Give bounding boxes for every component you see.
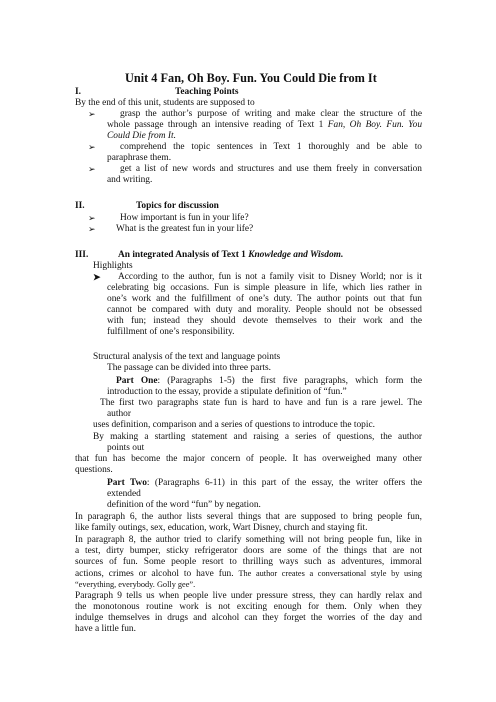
part-two-line-3: definition of the word “fun” by negation. (107, 500, 261, 510)
divided-text: The passage can be divided into three parts. (107, 363, 272, 373)
highlight-line: celebrating big occasions. Fun is simple pleasure in life, which lies rather in (107, 283, 422, 293)
overweighed-line-1: that fun has become the major concern of people. It has overweighed many other (75, 454, 422, 464)
part-two-label: Part Two (107, 478, 147, 488)
paragraph-6-line-1: In paragraph 6, the author lists several things that are supposed to bring people fun, (75, 512, 422, 522)
text-title-ref: Fan, Oh Boy. Fun. You (327, 120, 423, 130)
paragraph-6-line-2: like family outings, sex, education, work, Wart Disney, church and staying fit. (75, 523, 368, 533)
highlight-line: one’s work and the fulfillment of one’s duty. The author points out that fun (107, 294, 422, 304)
highlight-line: According to the author, fun is not a family visit to Disney World; nor is it (118, 272, 422, 282)
section-3-number: III. (75, 250, 89, 260)
bullet-arrow-icon: ➢ (88, 164, 96, 174)
startling-line-1: By making a startling statement and raising a series of questions, the author (93, 432, 422, 442)
topic-2: What is the greatest fun in your life? (116, 224, 254, 234)
paragraph-9-line-3: indulge themselves in drugs and alcohol can they forget the worries of the day and (75, 613, 422, 623)
paragraph-8-line-1: In paragraph 8, the author tried to clarify something will not bring people fun, like in (75, 535, 422, 545)
part-one-label: Part One (116, 376, 158, 386)
section-1-number: I. (75, 87, 81, 97)
bullet-3-line-1: get a list of new words and structures and use them freely in conversation (120, 164, 422, 174)
bullet-1-line-1: grasp the author’s purpose of writing and make clear the structure of the (120, 109, 422, 119)
section-1-intro: By the end of this unit, students are supposed to (75, 98, 255, 108)
section-3-heading-title: Knowledge and Wisdom. (248, 250, 344, 260)
bullet-arrow-icon: ➢ (88, 213, 96, 223)
section-1-heading: Teaching Points (175, 87, 239, 97)
part-one-text: : (Paragraphs 1-5) the first five paragraphs, which form the (157, 376, 422, 386)
startling-line-2: points out (107, 443, 145, 453)
bullet-2-line-2: paraphrase them. (107, 153, 172, 163)
highlight-line: with fun; instead they should devote themselves to their work and the (107, 316, 422, 326)
section-3-heading (118, 250, 343, 261)
paragraph-8-line-3: sources of fun. Some people resort to thrilling ways such as adventures, immoral (75, 557, 422, 567)
part-one-line-1 (116, 376, 422, 387)
highlight-line: cannot be compared with duty and morality. People should not be obsessed (107, 305, 422, 315)
first-two-line-2: author (107, 409, 131, 419)
first-two-line-1: The first two paragraphs state fun is hard to have and fun is a rare jewel. The (100, 398, 422, 408)
paragraph-8-text: actions, crimes or alcohol to have fun. (75, 569, 239, 579)
bullet-1-text: whole passage through an intensive reading of Text 1 (107, 120, 328, 130)
section-3-heading-text: An integrated Analysis of Text 1 (118, 250, 249, 260)
uses-definition-line: uses definition, comparison and a series of questions to introduce the topic. (93, 420, 375, 430)
part-one-line-2: introduction to the essay, provide a stipulate definition of “fun.” (107, 387, 347, 397)
bullet-2-line-1: comprehend the topic sentences in Text 1 thoroughly and be able to (120, 142, 422, 152)
highlight-line: fulfillment of one’s responsibility. (107, 327, 235, 337)
bullet-arrowhead-icon: ➤ (93, 272, 101, 282)
paragraph-8-line-5: “everything, everybody. Golly gee”. (75, 580, 196, 589)
section-2-number: II. (75, 201, 85, 211)
bullet-arrow-icon: ➢ (88, 109, 96, 119)
bullet-1-line-3: Could Die from It. (107, 131, 176, 141)
part-two-line-2: extended (107, 489, 141, 499)
structural-heading: Structural analysis of the text and language points (93, 352, 281, 362)
overweighed-line-2: questions. (75, 465, 113, 475)
bullet-1-line-2 (107, 120, 422, 131)
paragraph-9-line-1: Paragraph 9 tells us when people live under pressure stress, they can hardly relax and (75, 591, 422, 601)
section-2-heading: Topics for discussion (136, 201, 219, 211)
part-two-line-1 (107, 478, 422, 489)
unit-title: Unit 4 Fan, Oh Boy. Fun. You Could Die from It (125, 71, 377, 85)
paragraph-9-line-4: have a little fun. (75, 624, 136, 634)
bullet-arrow-icon: ➢ (88, 142, 96, 152)
topic-1: How important is fun in your life? (120, 213, 249, 223)
bullet-3-line-2: and writing. (107, 175, 153, 185)
paragraph-8-line-2: a test, dirty bumper, sticky refrigerator doors are some of the things that are not (75, 546, 422, 556)
highlights-label: Highlights (93, 261, 133, 271)
bullet-arrow-icon: ➢ (88, 224, 96, 234)
part-two-text: : (Paragraphs 6-11) in this part of the essay, the writer offers the (146, 478, 422, 488)
paragraph-9-line-2: the monotonous routine work is not exciting enough for them. Only when they (75, 602, 422, 612)
paragraph-8-note: The author creates a conversational style by using (238, 569, 422, 578)
